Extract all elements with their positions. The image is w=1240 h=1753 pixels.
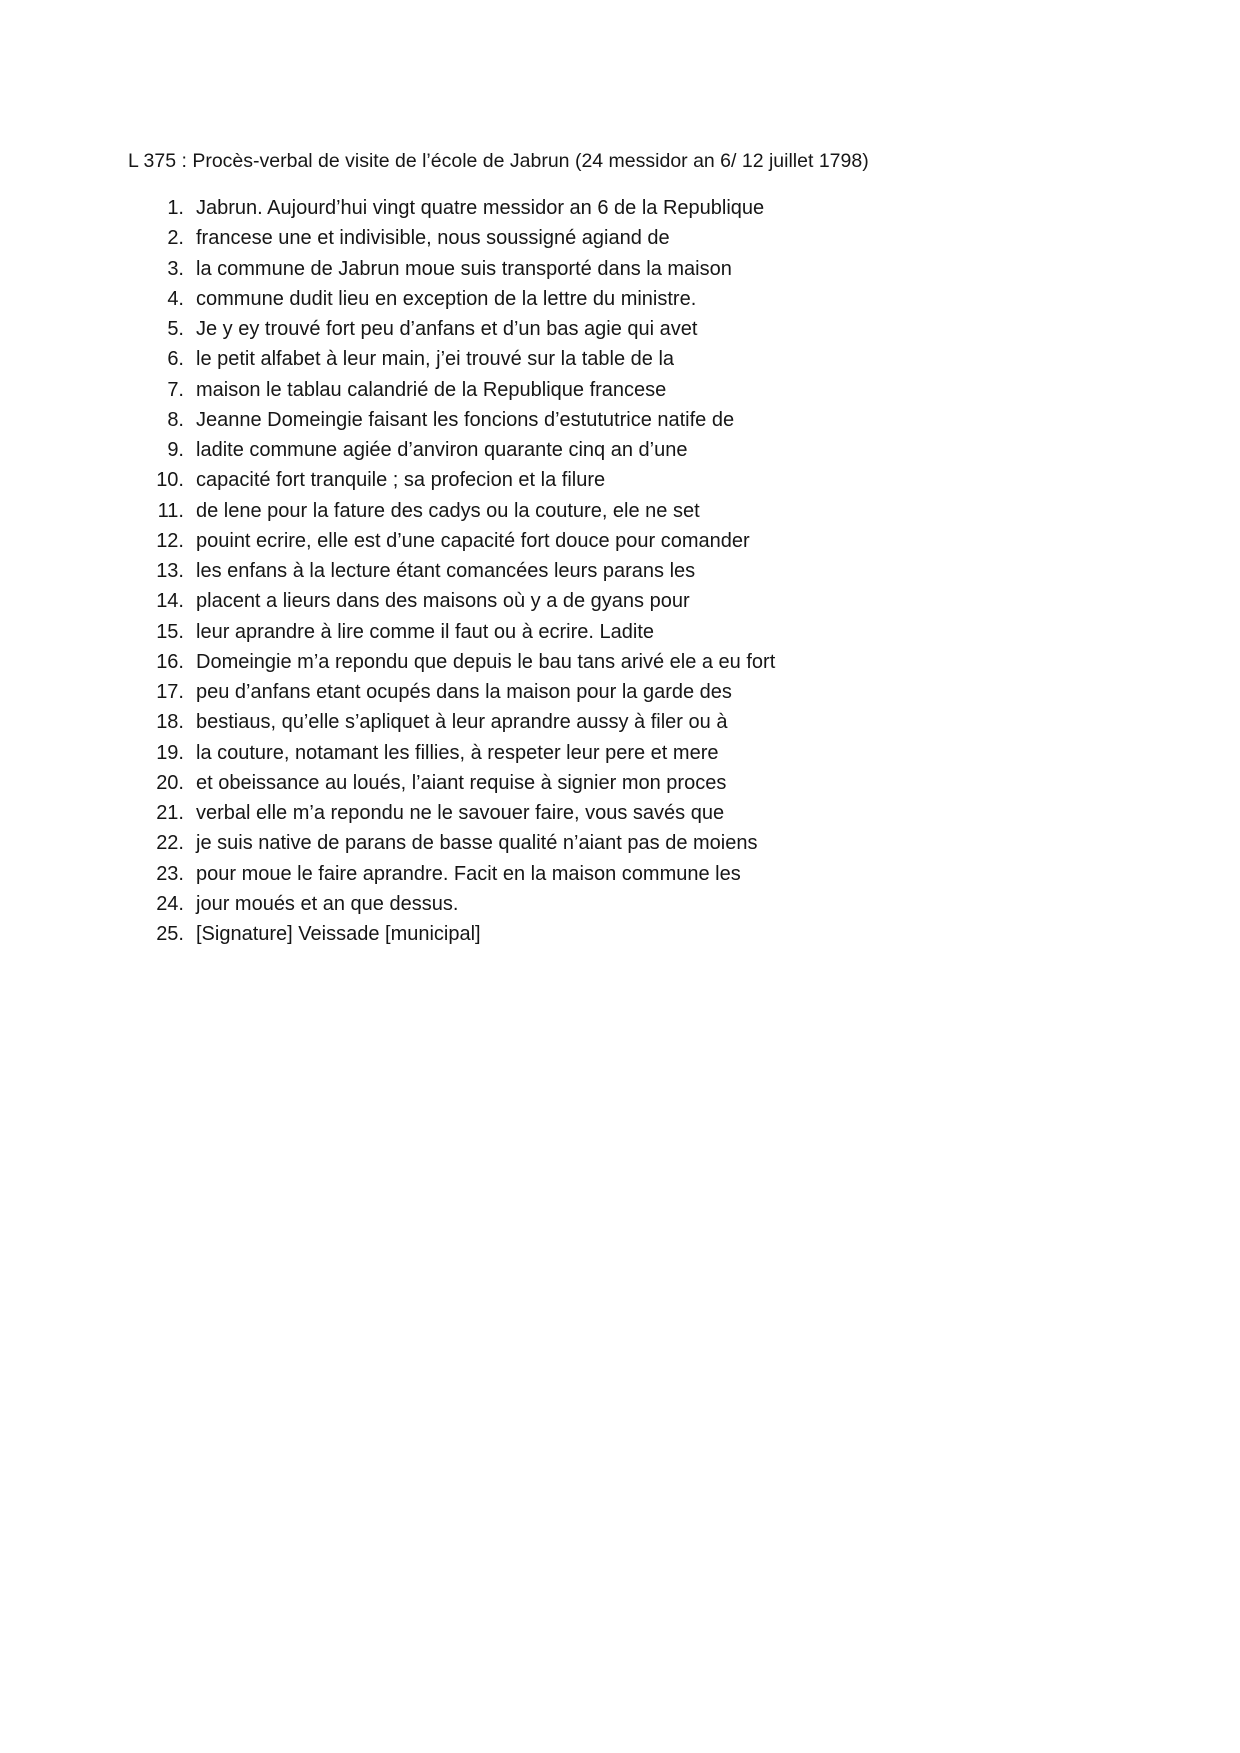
line-text: la couture, notamant les fillies, à respeter leur pere et mere	[196, 741, 719, 764]
list-item	[150, 314, 775, 344]
line-text: Jabrun. Aujourd’hui vingt quatre messidor an 6 de la Republique	[196, 197, 765, 219]
line-text: commune dudit lieu en exception de la lettre du ministre.	[196, 287, 697, 310]
list-item	[150, 707, 775, 737]
line-text: pour moue le faire aprandre. Facit en la maison commune les	[196, 862, 741, 885]
line-text: peu d’anfans etant ocupés dans la maison pour la garde des	[196, 681, 732, 703]
line-number: 19.	[156, 741, 184, 764]
document-title: L 375 : Procès-verbal de visite de l’école de Jabrun (24 messidor an 6/ 12 juillet 1798)	[128, 150, 869, 172]
list-item	[150, 496, 775, 526]
line-number: 21.	[156, 802, 184, 824]
line-text: je suis native de parans de basse qualité n’aiant pas de moiens	[196, 832, 758, 855]
line-number: 7.	[167, 378, 184, 401]
list-item	[150, 435, 775, 465]
list-item	[150, 798, 775, 828]
line-text: Domeingie m’a repondu que depuis le bau tans arivé ele a eu fort	[196, 650, 776, 673]
line-number: 25.	[156, 923, 184, 945]
line-text: pouint ecrire, elle est d’une capacité fort douce pour comander	[196, 529, 750, 552]
list-item	[150, 738, 775, 768]
line-number: 15.	[156, 620, 184, 643]
list-item	[150, 647, 775, 677]
line-text: ladite commune agiée d’anviron quarante cinq an d’une	[196, 439, 688, 461]
list-item	[150, 526, 775, 556]
list-item	[150, 284, 775, 314]
list-item	[150, 254, 775, 284]
line-text: [Signature] Veissade [municipal]	[196, 923, 481, 945]
line-text: verbal elle m’a repondu ne le savouer faire, vous savés que	[196, 802, 725, 824]
list-item	[150, 768, 775, 798]
line-text: et obeissance au loués, l’aiant requise à signier mon proces	[196, 771, 727, 794]
list-item	[150, 375, 775, 405]
line-number: 17.	[156, 681, 184, 703]
line-number: 8.	[167, 408, 184, 431]
list-item	[150, 617, 775, 647]
line-number: 9.	[167, 439, 184, 461]
line-text: francese une et indivisible, nous soussigné agiand de	[196, 227, 670, 250]
list-item	[150, 193, 775, 223]
line-text: de lene pour la fature des cadys ou la couture, ele ne set	[196, 499, 700, 522]
list-item	[150, 919, 775, 949]
list-item	[150, 828, 775, 858]
line-number: 13.	[156, 560, 184, 582]
transcription-list	[150, 193, 775, 949]
line-number: 10.	[156, 469, 184, 492]
list-item	[150, 223, 775, 253]
line-number: 11.	[157, 499, 184, 522]
line-text: Jeanne Domeingie faisant les foncions d’estututrice natife de	[196, 408, 735, 431]
line-text: maison le tablau calandrié de la Republique francese	[196, 378, 667, 401]
list-item	[150, 586, 775, 616]
line-text: la commune de Jabrun moue suis transporté dans la maison	[196, 257, 732, 280]
line-text: placent a lieurs dans des maisons où y a de gyans pour	[196, 590, 690, 613]
list-item	[150, 465, 775, 495]
line-text: Je y ey trouvé fort peu d’anfans et d’un bas agie qui avet	[196, 318, 698, 340]
line-number: 18.	[156, 711, 184, 734]
line-text: bestiaus, qu’elle s’apliquet à leur aprandre aussy à filer ou à	[196, 711, 728, 734]
line-number: 1.	[167, 197, 184, 219]
line-number: 5.	[167, 318, 184, 340]
line-number: 4.	[167, 287, 184, 310]
line-number: 22.	[156, 832, 184, 855]
line-number: 23.	[156, 862, 184, 885]
list-item	[150, 405, 775, 435]
line-number: 24.	[156, 892, 184, 915]
line-number: 6.	[167, 348, 184, 371]
line-number: 12.	[156, 529, 184, 552]
line-number: 3.	[167, 257, 184, 280]
list-item	[150, 889, 775, 919]
line-number: 16.	[156, 650, 184, 673]
list-item	[150, 344, 775, 374]
line-text: le petit alfabet à leur main, j’ei trouvé sur la table de la	[196, 348, 675, 371]
list-item	[150, 556, 775, 586]
line-text: les enfans à la lecture étant comancées leurs parans les	[196, 560, 696, 582]
line-text: leur aprandre à lire comme il faut ou à ecrire. Ladite	[196, 620, 655, 643]
line-number: 2.	[167, 227, 184, 250]
line-number: 14.	[156, 590, 184, 613]
list-item	[150, 677, 775, 707]
line-number: 20.	[156, 771, 184, 794]
list-item	[150, 859, 775, 889]
line-text: capacité fort tranquile ; sa profecion et la filure	[196, 469, 606, 492]
line-text: jour moués et an que dessus.	[196, 892, 459, 915]
